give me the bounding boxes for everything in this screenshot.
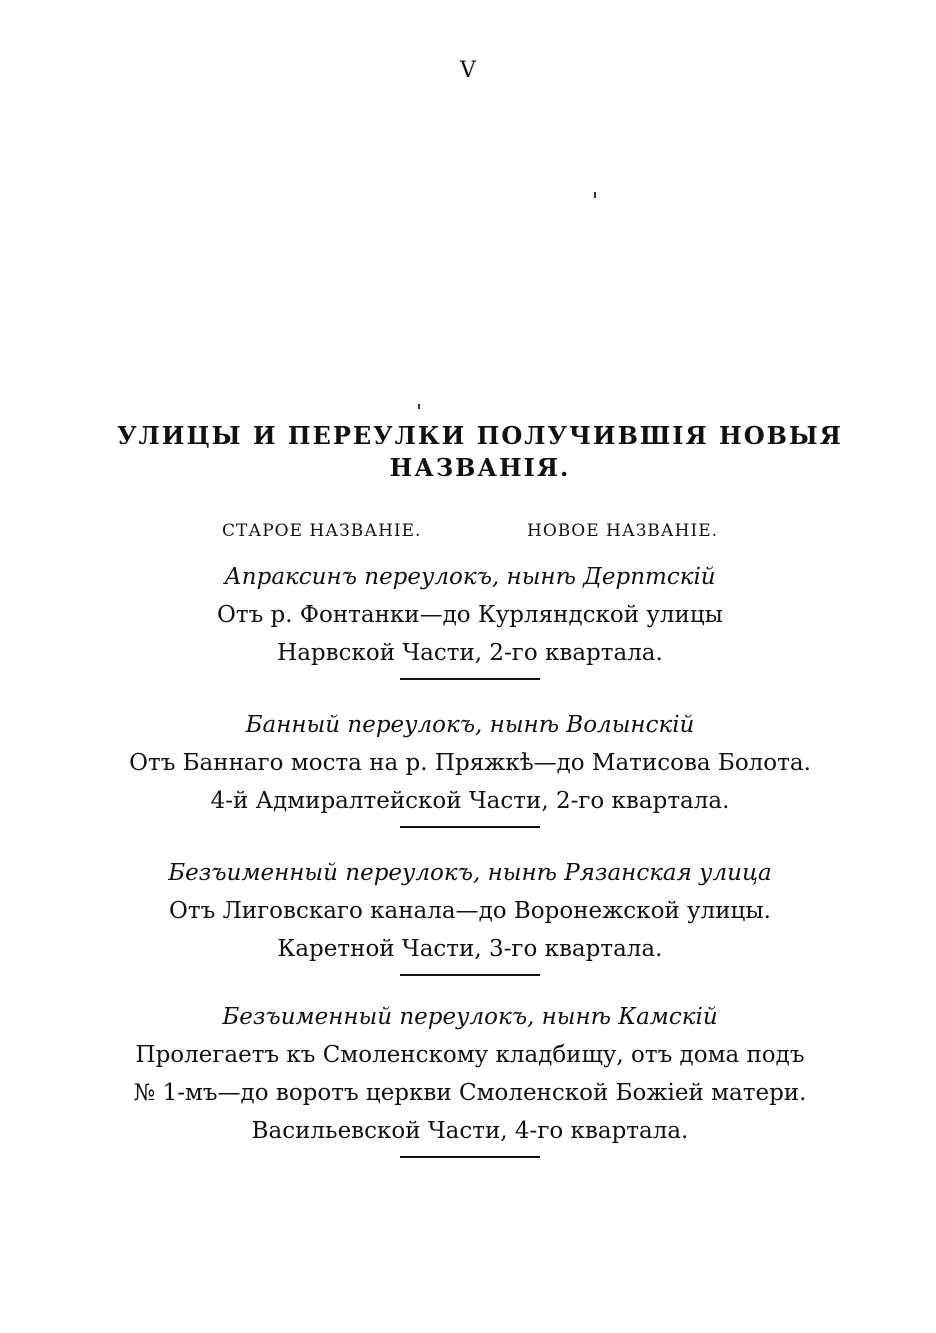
street-entry — [90, 706, 850, 828]
separator-rule — [400, 1156, 540, 1158]
entry-line: 4-й Адмиралтейской Части, 2-го квартала. — [210, 788, 730, 814]
entry-line: Васильевской Части, 4-го квартала. — [251, 1118, 689, 1144]
entry-name: Безъименный переулокъ, нынѣ Камскій — [222, 1004, 718, 1030]
entry-name: Банный переулокъ, нынѣ Волынскій — [245, 712, 695, 738]
separator-rule — [400, 678, 540, 680]
column-heading-old-name: СТАРОЕ НАЗВАНІЕ. — [222, 521, 422, 541]
entry-line: Отъ Баннаго моста на р. Пряжкѣ—до Матисова Болота. — [129, 750, 811, 776]
entry-line: Отъ р. Фонтанки—до Курляндской улицы — [217, 602, 723, 628]
title-line-2: НАЗВАНІЯ. — [389, 453, 571, 482]
entry-line: Нарвской Части, 2-го квартала. — [277, 640, 663, 666]
print-speck — [594, 192, 596, 198]
street-entry — [90, 854, 850, 976]
entry-line: № 1-мъ—до воротъ церкви Смоленской Божіей матери. — [133, 1080, 807, 1106]
entry-name: Безъименный переулокъ, нынѣ Рязанская улица — [168, 860, 772, 886]
page-number: V — [460, 58, 476, 83]
street-entry — [90, 998, 850, 1158]
page-title — [100, 420, 860, 484]
entry-line: Пролегаетъ къ Смоленскому кладбищу, отъ дома подъ — [135, 1042, 805, 1068]
column-heading-new-name: НОВОЕ НАЗВАНІЕ. — [527, 521, 719, 541]
entry-line: Каретной Части, 3-го квартала. — [277, 936, 663, 962]
separator-rule — [400, 826, 540, 828]
street-entry — [90, 558, 850, 680]
entry-name: Апраксинъ переулокъ, нынѣ Дерптскій — [224, 564, 716, 590]
title-line-1: УЛИЦЫ И ПЕРЕУЛКИ ПОЛУЧИВШІЯ НОВЫЯ — [117, 421, 843, 450]
separator-rule — [400, 974, 540, 976]
entry-line: Отъ Лиговскаго канала—до Воронежской улицы. — [169, 898, 771, 924]
print-speck — [418, 404, 420, 409]
